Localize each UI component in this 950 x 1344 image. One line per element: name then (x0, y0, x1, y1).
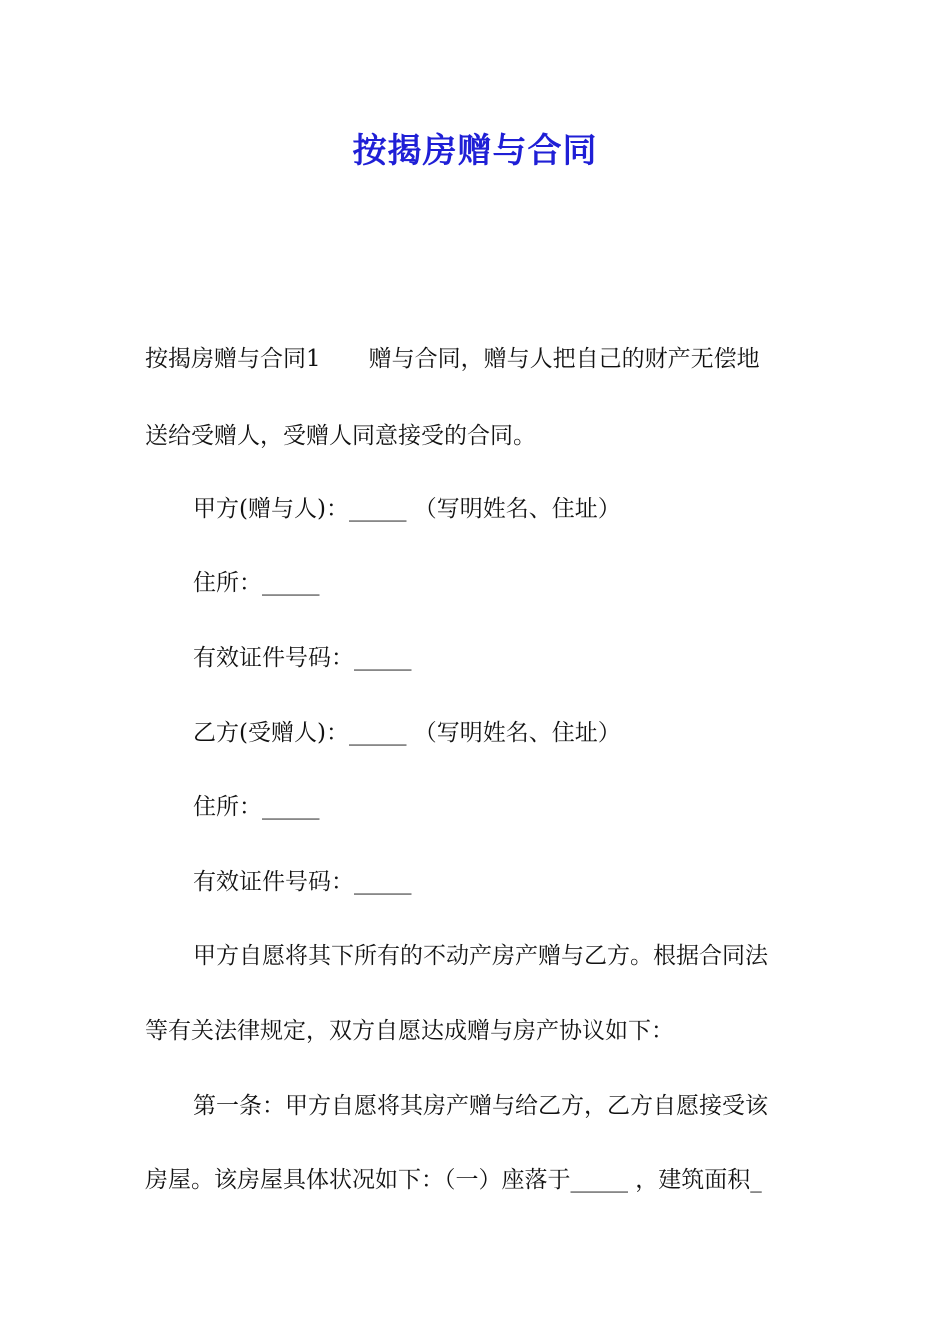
paragraph-agreement-line-1: 甲方自愿将其下所有的不动产房产赠与乙方。根据合同法 (193, 943, 768, 969)
party-a-label: 甲方(赠与人)：_____ （写明姓名、住址） (193, 496, 621, 522)
party-b-id-number: 有效证件号码：_____ (193, 869, 412, 895)
party-a-id-number: 有效证件号码：_____ (193, 645, 412, 671)
paragraph-intro-line-1 (145, 343, 810, 375)
party-b-label: 乙方(受赠人)：_____ （写明姓名、住址） (193, 720, 621, 746)
section-heading: 按揭房赠与合同1 (145, 346, 321, 372)
intro-text: 赠与合同，赠与人把自己的财产无偿地 (368, 346, 760, 372)
paragraph-intro-line-2: 送给受赠人，受赠人同意接受的合同。 (145, 423, 536, 449)
article-one-line-1: 第一条：甲方自愿将其房产赠与给乙方，乙方自愿接受该 (193, 1093, 768, 1119)
party-b-address: 住所：_____ (193, 794, 320, 820)
document-title: 按揭房赠与合同 (352, 131, 598, 171)
article-one-line-2: 房屋。该房屋具体状况如下：（一）座落于_____ ，建筑面积_ (145, 1167, 762, 1193)
party-a-address: 住所：_____ (193, 570, 320, 596)
paragraph-agreement-line-2: 等有关法律规定，双方自愿达成赠与房产协议如下： (145, 1018, 674, 1044)
